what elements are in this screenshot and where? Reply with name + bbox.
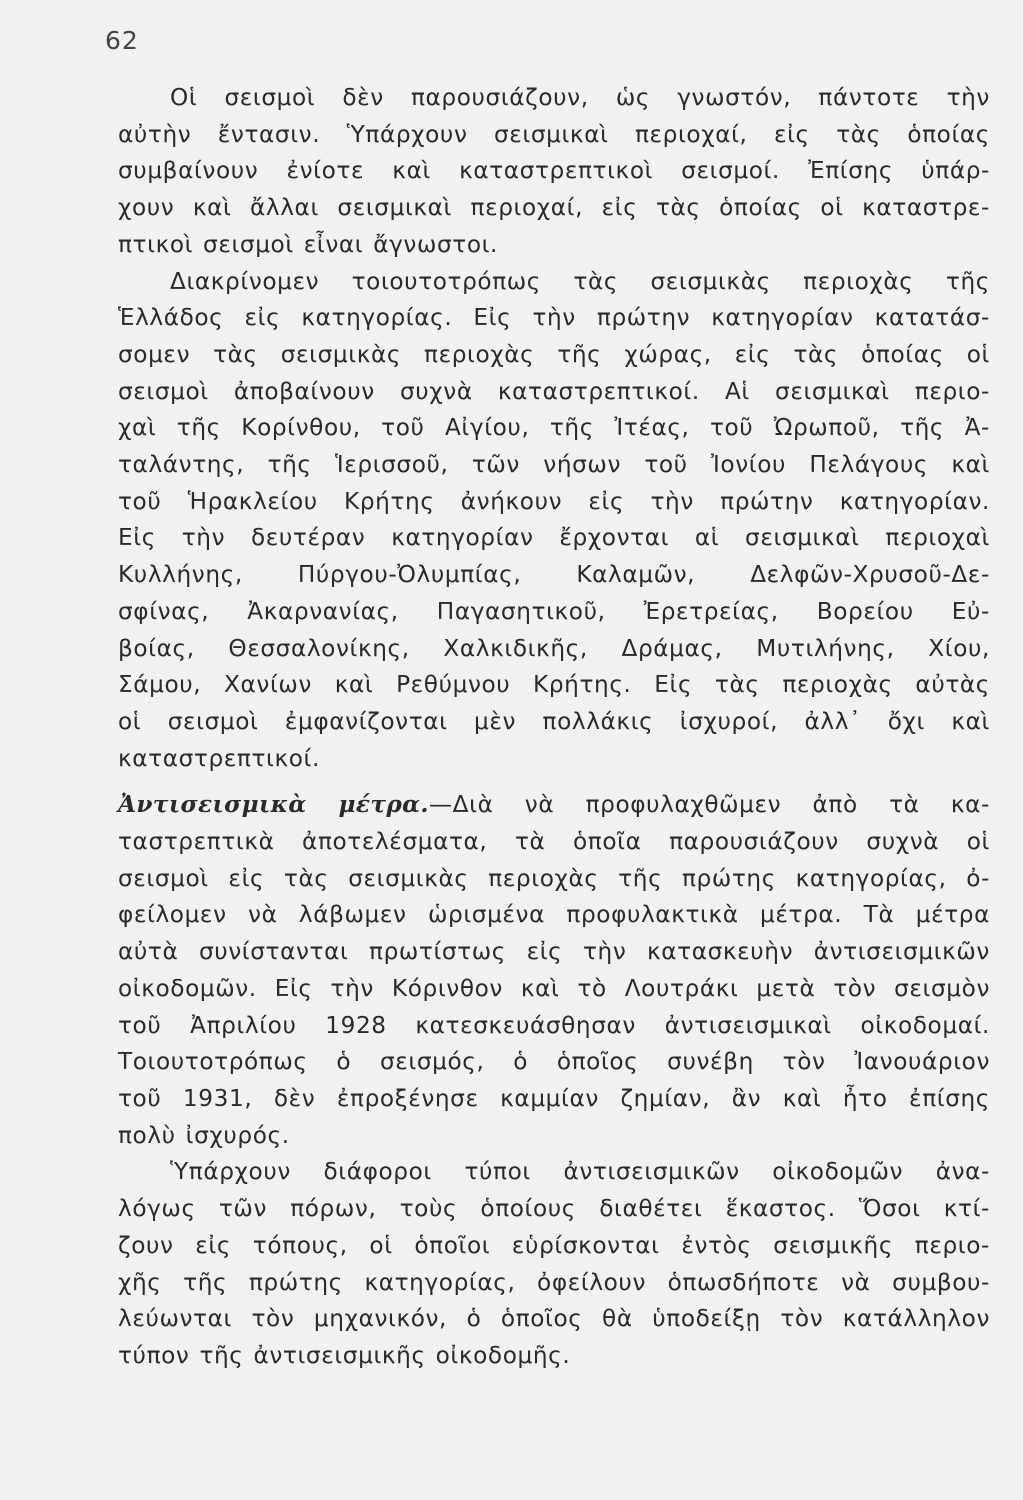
text-line: ταλάντης, τῆς Ἱερισσοῦ, τῶν νήσων τοῦ Ἰονίου Πελάγους καὶ (118, 451, 990, 479)
page-number: 62 (105, 26, 139, 55)
text-line: Ἑλλάδος εἰς κατηγορίας. Εἰς τὴν πρώτην κατηγορίαν κατατάσ- (118, 304, 990, 332)
text-line: πολὺ ἰσχυρός. (118, 1121, 290, 1149)
paragraph-2 (118, 264, 990, 778)
text-line: συμβαίνουν ἐνίοτε καὶ καταστρεπτικοὶ σεισμοί. Ἐπίσης ὑπάρ- (118, 157, 990, 185)
text-fragment: —Διὰ νὰ προφυλαχθῶμεν ἀπὸ τὰ κα- (428, 791, 990, 819)
text-line: Ὑπάρχουν διάφοροι τύποι ἀντισεισμικῶν οἰκοδομῶν ἀνα- (170, 1158, 990, 1186)
text-line: πτικοὶ σεισμοὶ εἶναι ἄγνωστοι. (118, 230, 499, 258)
text-line: φείλομεν νὰ λάβωμεν ὡρισμένα προφυλακτικὰ μέτρα. Τὰ μέτρα (118, 901, 990, 929)
text-line: σεισμοὶ ἀποβαίνουν συχνὰ καταστρεπτικοί. Αἱ σεισμικαὶ περιο- (118, 377, 990, 405)
text-line: σεισμοὶ εἰς τὰς σεισμικὰς περιοχὰς τῆς πρώτης κατηγορίας, ὀ- (118, 864, 990, 892)
paragraph-3 (118, 787, 990, 1154)
text-line: οἱ σεισμοὶ ἐμφανίζονται μὲν πολλάκις ἰσχυροί, ἀλλ᾿ ὄχι καὶ (118, 707, 990, 735)
text-line (118, 787, 990, 824)
text-line: τοῦ 1931, δὲν ἐπροξένησε καμμίαν ζημίαν, ἂν καὶ ἦτο ἐπίσης (118, 1084, 990, 1112)
text-line: λόγως τῶν πόρων, τοὺς ὁποίους διαθέτει ἕκαστος. Ὅσοι κτί- (118, 1195, 990, 1223)
text-line: ταστρεπτικὰ ἀποτελέσματα, τὰ ὁποῖα παρουσιάζουν συχνὰ οἱ (118, 828, 990, 856)
text-line: καταστρεπτικοί. (118, 744, 320, 772)
section-heading: Ἀντισεισμικὰ μέτρα. (118, 791, 429, 819)
text-line: χουν καὶ ἄλλαι σεισμικαὶ περιοχαί, εἰς τὰς ὁποίας οἱ καταστρε- (118, 194, 990, 222)
text-line: βοίας, Θεσσαλονίκης, Χαλκιδικῆς, Δράμας, Μυτιλήνης, Χίου, (118, 634, 990, 662)
text-line: Σάμου, Χανίων καὶ Ρεθύμνου Κρήτης. Εἰς τὰς περιοχὰς αὐτὰς (118, 671, 990, 699)
text-line: Εἰς τὴν δευτέραν κατηγορίαν ἔρχονται αἱ σεισμικαὶ περιοχαὶ (118, 524, 990, 552)
text-body (118, 80, 990, 1375)
text-line: τοῦ Ἡρακλείου Κρήτης ἀνήκουν εἰς τὴν πρώτην κατηγορίαν. (118, 487, 990, 515)
text-line: αὐτὰ συνίστανται πρωτίστως εἰς τὴν κατασκευὴν ἀντισεισμικῶν (118, 938, 990, 966)
text-line: χαὶ τῆς Κορίνθου, τοῦ Αἰγίου, τῆς Ἰτέας, τοῦ Ὠρωποῦ, τῆς Ἀ- (118, 414, 990, 442)
text-line: σομεν τὰς σεισμικὰς περιοχὰς τῆς χώρας, εἰς τὰς ὁποίας οἱ (118, 340, 990, 368)
text-line: ζουν εἰς τόπους, οἱ ὁποῖοι εὑρίσκονται ἐντὸς σεισμικῆς περιο- (118, 1231, 990, 1259)
paragraph-4 (118, 1154, 990, 1374)
text-line: σφίνας, Ἀκαρνανίας, Παγασητικοῦ, Ἐρετρείας, Βορείου Εὐ- (118, 597, 990, 625)
paragraph-1 (118, 80, 990, 264)
text-line: Διακρίνομεν τοιουτοτρόπως τὰς σεισμικὰς περιοχὰς τῆς (170, 267, 990, 295)
text-line: οἰκοδομῶν. Εἰς τὴν Κόρινθον καὶ τὸ Λουτράκι μετὰ τὸν σεισμὸν (118, 974, 990, 1002)
text-line: Τοιουτοτρόπως ὁ σεισμός, ὁ ὁποῖος συνέβη τὸν Ἰανουάριον (118, 1048, 990, 1076)
text-line: Κυλλήνης, Πύργου-Ὀλυμπίας, Καλαμῶν, Δελφῶν-Χρυσοῦ-Δε- (118, 561, 990, 589)
text-line: Οἱ σεισμοὶ δὲν παρουσιάζουν, ὡς γνωστόν, πάντοτε τὴν (170, 84, 990, 111)
text-line: χῆς τῆς πρώτης κατηγορίας, ὀφείλουν ὁπωσδήποτε νὰ συμβου- (118, 1268, 990, 1296)
text-line: τοῦ Ἀπριλίου 1928 κατεσκευάσθησαν ἀντισεισμικαὶ οἰκοδομαί. (118, 1011, 990, 1039)
text-line: λεύωνται τὸν μηχανικόν, ὁ ὁποῖος θὰ ὑποδείξῃ τὸν κατάλληλον (118, 1305, 990, 1333)
text-line: τύπον τῆς ἀντισεισμικῆς οἰκοδομῆς. (118, 1341, 571, 1369)
text-line: αὐτὴν ἔντασιν. Ὑπάρχουν σεισμικαὶ περιοχαί, εἰς τὰς ὁποίας (118, 120, 990, 148)
